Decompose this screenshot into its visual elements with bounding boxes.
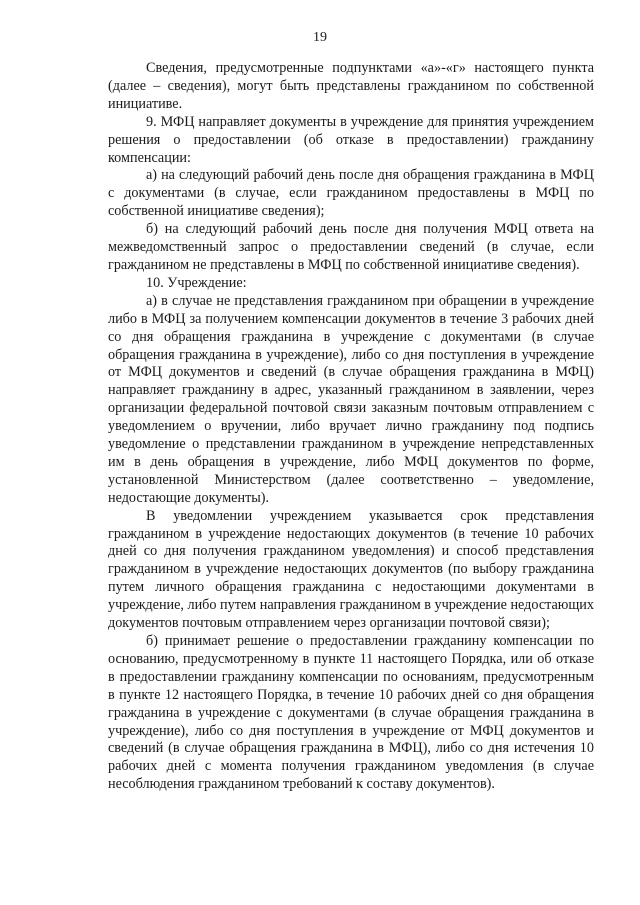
paragraph-item-9b: б) на следующий рабочий день после дня получения МФЦ ответа на межведомственный запрос о предоставлении сведений (в случае, если гражданином не представлены в МФЦ по собственной инициативе сведения). <box>108 221 594 273</box>
paragraph-item-9a: а) на следующий рабочий день после дня обращения гражданина в МФЦ с документами (в случае, если гражданином предоставлены в МФЦ по собственной инициативе сведения); <box>108 167 594 220</box>
paragraph-notification: В уведомлении учреждением указывается срок представления гражданином в учреждение недостающих документов (в течение 10 рабочих дней со дня получения гражданином уведомления) и способ представления гражданином в учреждение недостающих документов (по выбору гражданина путем личного обращения гражданина с недостающими документами в учреждение, либо путем направления гражданином в учреждение недостающих документов почтовым отправлением через организации почтовой связи); <box>108 507 594 632</box>
paragraph-item-10: 10. Учреждение: <box>146 274 247 291</box>
paragraph-information-note: Сведения, предусмотренные подпунктами «а»-«г» настоящего пункта (далее – сведения), могут быть представлены гражданином по собственной инициативе. <box>108 60 594 112</box>
document-body <box>108 60 594 794</box>
paragraph-item-10b: б) принимает решение о предоставлении гражданину компенсации по основанию, предусмотренному в пункте 11 настоящего Порядка, или об отказе в предоставлении гражданину компенсации по основаниям, предусмотренным в пункте 12 настоящего Порядка, в течение 10 рабочих дней со дня обращения гражданина в учреждение с документами (в случае обращения гражданина в учреждение), либо со дня поступления в учреждение от МФЦ документов и сведений (в случае обращения гражданина в МФЦ), либо со дня истечения 10 рабочих дней с момента получения гражданином уведомления (в случае несоблюдения гражданином требований к составу документов). <box>108 633 594 793</box>
paragraph-item-9: 9. МФЦ направляет документы в учреждение для принятия учреждением решения о предоставлении (об отказе в предоставлении) гражданину компенсации: <box>108 113 594 166</box>
page-number: 19 <box>313 30 327 45</box>
paragraph-item-10a: а) в случае не представления гражданином при обращении в учреждение либо в МФЦ за получением компенсации документов в течение 3 рабочих дней со дня обращения гражданина в учреждение с документами (в случае обращения гражданина в учреждение), либо со дня поступления в учреждение от МФЦ документов и сведений (в случае обращения гражданина в МФЦ) направляет гражданину в адрес, указанный гражданином в заявлении, через организации федеральной почтовой связи заказным почтовым отправлением с уведомлением о вручении, либо вручает лично гражданину под подпись уведомление о представлении гражданином в учреждение непредставленных им в день обращения в учреждение, либо МФЦ документов по форме, установленной Министерством (далее соответственно – уведомление, недостающие документы). <box>108 292 594 506</box>
